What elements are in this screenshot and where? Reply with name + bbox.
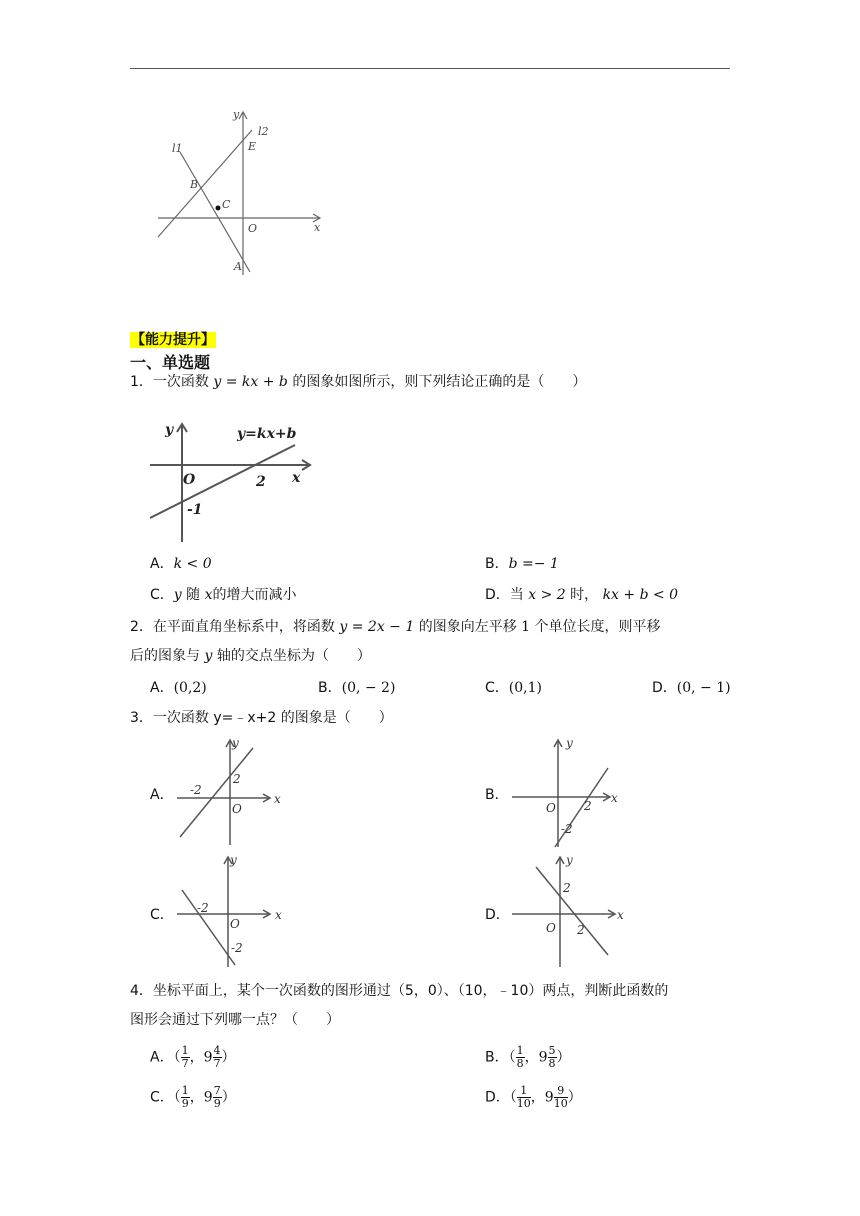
q4-option-d[interactable]: D．（ $\frac{1}{10}$ ，9 $\frac{9}{10}$ ） (485, 1084, 582, 1110)
svg-text:y: y (566, 853, 573, 867)
q3-option-b-letter[interactable]: B． (485, 787, 509, 803)
q1-option-d[interactable]: D．当 x > 2 时， kx + b < 0 (485, 587, 679, 603)
label-b: B (190, 178, 199, 191)
q1-label-o: O (183, 472, 196, 488)
q1-label-eq: y=kx+b (237, 426, 297, 442)
q1-option-b[interactable]: B．b =− 1 (485, 556, 559, 572)
q1-label-neg1: -1 (187, 502, 203, 518)
svg-text:O: O (546, 921, 556, 935)
svg-text:y: y (232, 736, 239, 750)
svg-text:y: y (566, 736, 573, 750)
svg-text:y: y (230, 853, 237, 867)
svg-text:O: O (546, 801, 556, 815)
q1-label-y: y (165, 422, 174, 438)
label-l1: l1 (172, 142, 183, 155)
svg-text:2: 2 (577, 923, 585, 937)
svg-text:-2: -2 (190, 783, 202, 797)
label-c: C (222, 198, 231, 211)
q2-option-a[interactable]: A．(0,2) (150, 680, 207, 696)
q4-option-b[interactable]: B．（ $\frac{1}{8}$ ，9 $\frac{5}{8}$ ） (485, 1044, 571, 1070)
svg-text:O: O (230, 917, 240, 931)
q2-stem-line1: 2．在平面直角坐标系中，将函数 y = 2x − 1 的图象向左平移 1 个单位长度，则平移 (130, 619, 661, 635)
q1-option-a[interactable]: A．k < 0 (150, 556, 212, 572)
svg-text:x: x (611, 791, 618, 805)
q3-option-a-letter[interactable]: A． (150, 787, 174, 803)
svg-text:-2: -2 (231, 941, 243, 955)
svg-text:2: 2 (584, 799, 592, 813)
q1-label-x: x (292, 470, 301, 486)
label-x: x (314, 221, 321, 234)
label-e: E (248, 140, 257, 153)
q1-label-2: 2 (256, 474, 266, 490)
q4-stem-line1: 4．坐标平面上，某个一次函数的图形通过（5，0）、（10，﹣10）两点，判断此函数的 (130, 983, 669, 999)
q3-option-a-graph[interactable] (175, 735, 290, 850)
svg-text:-2: -2 (197, 901, 209, 915)
svg-text:x: x (274, 792, 281, 806)
svg-text:x: x (275, 908, 282, 922)
q3-stem: 3．一次函数 y=﹣x+2 的图象是（ ） (130, 710, 393, 726)
top-figure (150, 100, 330, 280)
svg-text:2: 2 (563, 881, 571, 895)
svg-text:O: O (232, 802, 242, 816)
q1-stem: 1．一次函数 y = kx + b 的图象如图所示，则下列结论正确的是（ ） (130, 374, 587, 390)
label-o: O (248, 222, 258, 235)
q3-option-c-graph[interactable] (175, 852, 290, 970)
section-heading: 一、单选题 (130, 353, 211, 372)
label-a: A (234, 260, 242, 273)
q2-option-b[interactable]: B．(0, − 2) (318, 680, 396, 696)
label-l2: l2 (258, 125, 269, 138)
q2-stem-line2: 后的图象与 y 轴的交点坐标为（ ） (130, 648, 371, 664)
q3-option-d-letter[interactable]: D． (485, 907, 510, 923)
q3-option-b-graph[interactable] (510, 735, 625, 850)
point-c (216, 206, 221, 211)
q4-stem-line2: 图形会通过下列哪一点？（ ） (130, 1012, 340, 1028)
q3-option-d-graph[interactable] (510, 852, 625, 970)
svg-text:2: 2 (233, 772, 241, 786)
q3-option-c-letter[interactable]: C． (150, 907, 174, 923)
q4-option-c[interactable]: C．（ $\frac{1}{9}$ ，9 $\frac{7}{9}$ ） (150, 1084, 236, 1110)
q2-option-c[interactable]: C．(0,1) (485, 680, 542, 696)
line-l1 (180, 152, 250, 272)
q1-option-c[interactable]: C．y 随 x的增大而减小 (150, 587, 297, 603)
svg-text:x: x (617, 908, 624, 922)
header-rule (130, 68, 730, 69)
q4-option-a[interactable]: A．（ $\frac{1}{7}$ ，9 $\frac{4}{7}$ ） (150, 1044, 236, 1070)
svg-text:-2: -2 (561, 822, 573, 836)
label-y: y (233, 108, 240, 121)
q1-figure (145, 412, 320, 547)
section-tag: 【能力提升】 (131, 332, 215, 348)
q2-option-d[interactable]: D．(0, − 1) (652, 680, 731, 696)
